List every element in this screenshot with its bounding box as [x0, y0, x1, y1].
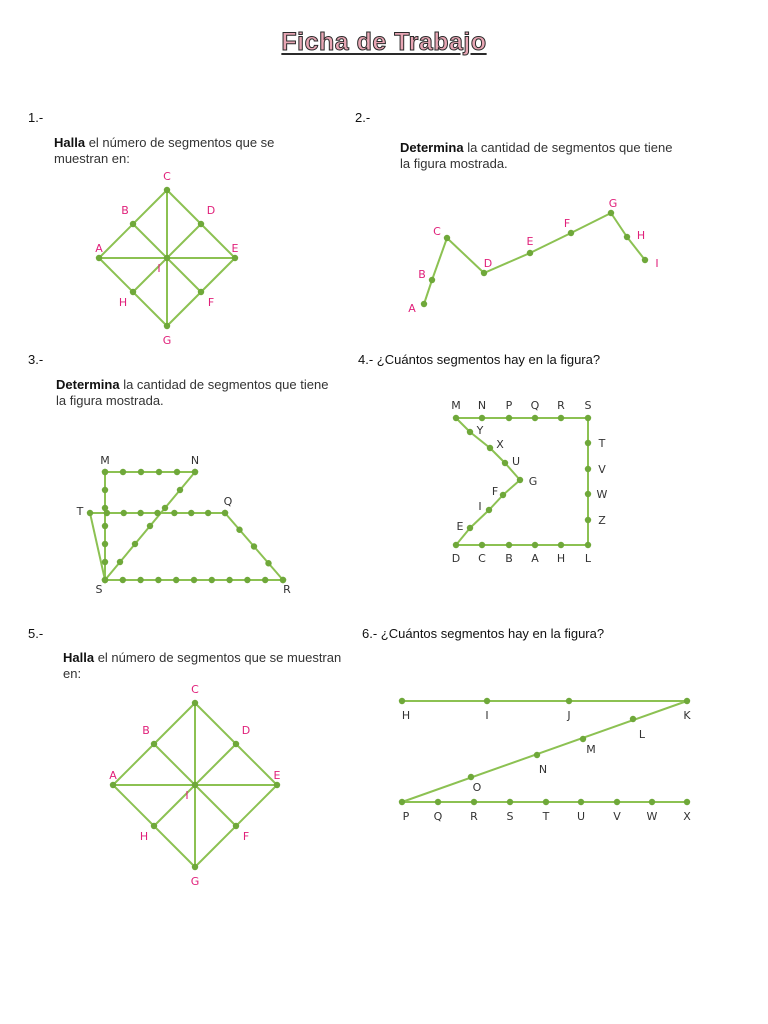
figure-4-label-b: B — [505, 552, 513, 565]
figure-2-label-i: I — [655, 257, 659, 270]
figure-3-point — [222, 510, 228, 516]
exercise-1-bold: Halla — [54, 135, 86, 150]
figure-6-label-s: S — [506, 810, 514, 823]
figure-4-point-r — [558, 415, 564, 421]
figure-2-segment — [611, 213, 627, 237]
figure-3-point — [205, 510, 211, 516]
exercise-4-question — [358, 352, 600, 367]
figure-6-point-p — [399, 799, 405, 805]
figure-4-label-s: S — [584, 399, 592, 412]
figure-3-point — [121, 510, 127, 516]
figure-1-point-d — [198, 221, 204, 227]
figure-4-point-u — [502, 460, 508, 466]
exercise-6-text: ¿Cuántos segmentos hay en la figura? — [380, 626, 605, 641]
exercise-2-bold: Determina — [400, 140, 464, 155]
figure-5-label-e: E — [273, 769, 281, 782]
figure-6-point-u — [578, 799, 584, 805]
figure-3-point — [244, 577, 250, 583]
figure-6-label-w: W — [646, 810, 658, 823]
exercise-5-instruction — [63, 650, 353, 682]
exercise-2-text: la cantidad de segmentos que tiene la figura mostrada. — [400, 140, 673, 171]
figure-1-label-d: D — [206, 204, 216, 217]
figure-6-point-l — [630, 716, 636, 722]
figure-4-point-l — [585, 542, 591, 548]
figure-3-point — [191, 577, 197, 583]
figure-4-label-x: X — [496, 438, 504, 451]
figure-2-segment — [424, 280, 432, 304]
exercise-1-text: el número de segmentos que se muestran en: — [54, 135, 275, 166]
figure-4-point-d — [453, 542, 459, 548]
figure-4-point-x — [487, 445, 493, 451]
figure-2-point-e — [527, 250, 533, 256]
figure-4-label-e: E — [456, 520, 464, 533]
figure-2-point-d — [481, 270, 487, 276]
exercise-6-number: 6.- — [362, 626, 378, 641]
exercise-4-text: ¿Cuántos segmentos hay en la figura? — [376, 352, 601, 367]
figure-6-point-n — [534, 752, 540, 758]
figure-6-label-p: P — [402, 810, 410, 823]
figure-6-point-m — [580, 736, 586, 742]
figure-6-point-w — [649, 799, 655, 805]
figure-4-point-i — [486, 507, 492, 513]
figure-4-label-z: Z — [598, 514, 606, 527]
exercise-1-number: 1.- — [28, 110, 44, 125]
figure-5-label-i: I — [185, 789, 189, 802]
figure-4-label-f: F — [491, 485, 499, 498]
figure-3-point — [102, 487, 108, 493]
figure-3-point — [154, 510, 160, 516]
figure-6-label-k: K — [683, 709, 691, 722]
figure-1-label-e: E — [231, 242, 239, 255]
figure-2-label-e: E — [526, 235, 534, 248]
figure-2-point-h — [624, 234, 630, 240]
figure-2-label-c: C — [433, 225, 441, 238]
figure-4-label-i: I — [478, 500, 482, 513]
figure-5-point-i — [192, 782, 198, 788]
figure-3-point — [102, 469, 108, 475]
figure-6-label-j: J — [567, 709, 571, 722]
figure-4-segment — [503, 480, 520, 495]
figure-3-point — [188, 510, 194, 516]
figure-4-point-v — [585, 466, 591, 472]
figure-4-label-h: H — [556, 552, 566, 565]
figure-6-segment — [402, 701, 687, 802]
figure-4-label-l: L — [584, 552, 592, 565]
figure-5-label-f: F — [242, 830, 250, 843]
figure-3-point — [265, 560, 271, 566]
exercise-3-bold: Determina — [56, 377, 120, 392]
figure-3-label-m: M — [100, 454, 110, 467]
figure-5-label-b: B — [142, 724, 150, 737]
figure-1-point-h — [130, 289, 136, 295]
figure-3-point — [137, 577, 143, 583]
figure-2-label-b: B — [418, 268, 426, 281]
figure-1-label-c: C — [163, 170, 171, 183]
figure-1-label-i: I — [157, 262, 161, 275]
exercise-5-text: el número de segmentos que se muestran en: — [63, 650, 342, 681]
figure-3-point — [173, 577, 179, 583]
figure-6-label-v: V — [613, 810, 621, 823]
figure-4-point-n — [479, 415, 485, 421]
figure-1-point-a — [96, 255, 102, 261]
exercise-2-number: 2.- — [355, 110, 371, 125]
figure-5-point-c — [192, 700, 198, 706]
figure-5-label-d: D — [241, 724, 251, 737]
figure-6-label-r: R — [470, 810, 478, 823]
figure-4-point-q — [532, 415, 538, 421]
figure-4-label-p: P — [505, 399, 513, 412]
figure-2-label-d: D — [483, 257, 493, 270]
figure-6-label-x: X — [683, 810, 691, 823]
figure-4-point-b — [506, 542, 512, 548]
exercise-2-instruction — [400, 140, 680, 172]
figure-5-label-g: G — [190, 875, 200, 888]
figure-5-label-c: C — [191, 683, 199, 696]
figure-3-point — [132, 541, 138, 547]
figure-3-point — [120, 469, 126, 475]
figure-4-point-w — [585, 491, 591, 497]
figure-3-point — [156, 469, 162, 475]
figure-2-segment — [571, 213, 611, 233]
figure-5-point-e — [274, 782, 280, 788]
figure-5-point-h — [151, 823, 157, 829]
figure-4-label-q: Q — [530, 399, 540, 412]
figure-5-point-g — [192, 864, 198, 870]
figure-3-point — [236, 527, 242, 533]
figure-6-point-x — [684, 799, 690, 805]
figure-3-label-q: Q — [223, 495, 233, 508]
figure-3-point — [209, 577, 215, 583]
figure-3-point — [171, 510, 177, 516]
figure-3-point — [262, 577, 268, 583]
figure-2-point-f — [568, 230, 574, 236]
figure-6-point-t — [543, 799, 549, 805]
figure-5-label-a: A — [109, 769, 117, 782]
figure-6-label-q: Q — [433, 810, 443, 823]
figure-6-label-u: U — [576, 810, 586, 823]
figure-3-point — [102, 541, 108, 547]
figure-4-point-f — [500, 492, 506, 498]
figure-2-point-g — [608, 210, 614, 216]
figure-4-point-e — [467, 525, 473, 531]
figure-1-label-b: B — [121, 204, 129, 217]
figure-4-point-m — [453, 415, 459, 421]
figure-2-point-c — [444, 235, 450, 241]
figure-2-segment — [447, 238, 484, 273]
figure-3-point — [177, 487, 183, 493]
exercise-3-text: la cantidad de segmentos que tiene la figura mostrada. — [56, 377, 329, 408]
figure-2-point-i — [642, 257, 648, 263]
figure-3-point — [226, 577, 232, 583]
figure-4-point-a — [532, 542, 538, 548]
figure-3-point — [120, 577, 126, 583]
figure-1-label-h: H — [118, 296, 128, 309]
figure-6-point-h — [399, 698, 405, 704]
figure-6-point-k — [684, 698, 690, 704]
figure-4-label-y: Y — [476, 424, 484, 437]
figure-4-label-t: T — [598, 437, 606, 450]
figure-1-point-e — [232, 255, 238, 261]
figure-1-label-g: G — [162, 334, 172, 347]
figure-3-label-s: S — [95, 583, 103, 596]
figure-4-label-r: R — [557, 399, 565, 412]
figure-4-point-g — [517, 477, 523, 483]
exercise-6-question — [362, 626, 604, 641]
figure-5-point-d — [233, 741, 239, 747]
figure-6-point-v — [614, 799, 620, 805]
figure-4-point-y — [467, 429, 473, 435]
figure-3-point — [155, 577, 161, 583]
figure-3-point — [102, 577, 108, 583]
figure-3-point — [251, 543, 257, 549]
figure-1-point-b — [130, 221, 136, 227]
figure-3-label-n: N — [190, 454, 200, 467]
figure-4-label-a: A — [531, 552, 539, 565]
exercise-3-number: 3.- — [28, 352, 44, 367]
figure-2-point-b — [429, 277, 435, 283]
figure-3-point — [192, 469, 198, 475]
figure-6-point-r — [471, 799, 477, 805]
figure-3-point — [138, 469, 144, 475]
figure-6-label-n: N — [538, 763, 548, 776]
exercise-4-number: 4.- — [358, 352, 374, 367]
figure-4-point-t — [585, 440, 591, 446]
figure-1-point-f — [198, 289, 204, 295]
figure-5-point-a — [110, 782, 116, 788]
figure-2-label-h: H — [636, 229, 646, 242]
figure-3-point — [102, 559, 108, 565]
figure-3-point — [137, 510, 143, 516]
figure-6-label-h: H — [401, 709, 411, 722]
figure-2-label-f: F — [563, 217, 571, 230]
figure-6-label-t: T — [542, 810, 550, 823]
figure-4-label-c: C — [478, 552, 486, 565]
figure-6-point-q — [435, 799, 441, 805]
exercise-5-bold: Halla — [63, 650, 95, 665]
figure-3-point — [102, 505, 108, 511]
figure-4-point-h — [558, 542, 564, 548]
figure-3-point — [87, 510, 93, 516]
figure-3-point — [162, 505, 168, 511]
figure-3-point — [117, 559, 123, 565]
figure-4-label-g: G — [528, 475, 538, 488]
figure-6-point-s — [507, 799, 513, 805]
figure-2-point-a — [421, 301, 427, 307]
figure-2-segment — [530, 233, 571, 253]
figure-1-point-i — [164, 255, 170, 261]
figure-3-segment — [90, 513, 105, 580]
figure-4-label-m: M — [451, 399, 461, 412]
figure-1-label-a: A — [95, 242, 103, 255]
figure-3-label-t: T — [76, 505, 84, 518]
figure-4-point-c — [479, 542, 485, 548]
figure-3-point — [102, 523, 108, 529]
figure-2-segment — [432, 238, 447, 280]
figure-6-point-o — [468, 774, 474, 780]
figure-3-point — [147, 523, 153, 529]
figure-3-point — [174, 469, 180, 475]
figure-6-point-i — [484, 698, 490, 704]
figure-2-label-a: A — [408, 302, 416, 315]
figure-5-point-b — [151, 741, 157, 747]
figure-4-label-d: D — [451, 552, 461, 565]
figure-1-label-f: F — [207, 296, 215, 309]
figure-6-label-o: O — [472, 781, 482, 794]
figure-1-point-g — [164, 323, 170, 329]
figure-5-point-f — [233, 823, 239, 829]
figure-4-label-u: U — [511, 455, 521, 468]
figure-5-label-h: H — [139, 830, 149, 843]
exercise-5-number: 5.- — [28, 626, 44, 641]
figure-4-label-v: V — [598, 463, 606, 476]
figure-6-label-l: L — [638, 728, 646, 741]
figure-4-label-w: W — [596, 488, 608, 501]
worksheet-title: Ficha de Trabajo — [281, 28, 487, 56]
figure-3-label-r: R — [283, 583, 291, 596]
figure-6-label-m: M — [586, 743, 596, 756]
figure-6-point-j — [566, 698, 572, 704]
figure-1-point-c — [164, 187, 170, 193]
exercise-3-instruction — [56, 377, 336, 409]
figure-6-label-i: I — [485, 709, 489, 722]
figure-2-label-g: G — [608, 197, 618, 210]
figure-4-point-p — [506, 415, 512, 421]
figure-4-point-s — [585, 415, 591, 421]
figure-4-point-z — [585, 517, 591, 523]
figure-4-label-n: N — [477, 399, 487, 412]
